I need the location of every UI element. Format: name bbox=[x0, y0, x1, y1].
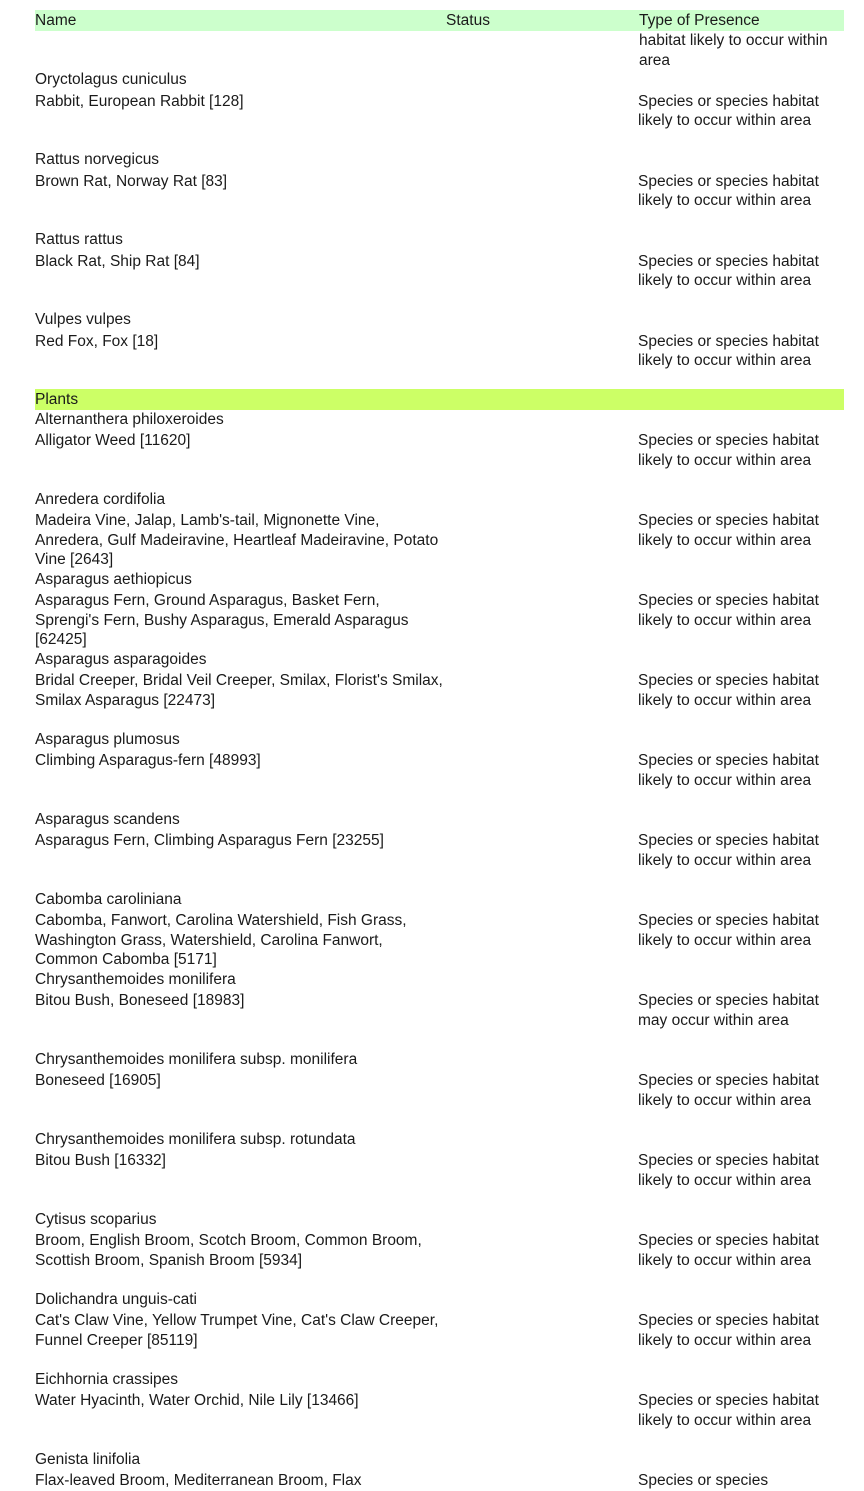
species-entry bbox=[35, 970, 844, 1050]
status-value bbox=[445, 431, 638, 470]
species-entry bbox=[35, 70, 844, 150]
species-entry bbox=[35, 310, 844, 371]
plant-species-list bbox=[35, 410, 844, 1491]
type-of-presence: Species or species habitat likely to occur within area bbox=[638, 1312, 819, 1349]
status-value bbox=[445, 991, 638, 1030]
species-entry bbox=[35, 1290, 844, 1370]
type-of-presence: Species or species habitat likely to occur within area bbox=[638, 332, 819, 369]
scientific-name: Chrysanthemoides monilifera subsp. monilifera bbox=[35, 1050, 358, 1068]
species-entry bbox=[35, 1210, 844, 1290]
status-value bbox=[445, 1311, 638, 1350]
species-entry bbox=[35, 490, 844, 570]
scientific-name: Cabomba caroliniana bbox=[35, 890, 182, 908]
section-plants: Plants bbox=[35, 389, 844, 410]
scientific-name: Asparagus scandens bbox=[35, 810, 180, 828]
type-of-presence: Species or species habitat likely to occur within area bbox=[638, 832, 819, 869]
status-value bbox=[445, 671, 638, 710]
type-of-presence: Species or species habitat likely to occur within area bbox=[638, 912, 819, 949]
species-detail-row bbox=[35, 831, 844, 870]
common-name: Bitou Bush, Boneseed [18983] bbox=[35, 992, 245, 1009]
status-value bbox=[445, 1071, 638, 1110]
type-of-presence: Species or species habitat may occur within area bbox=[638, 992, 819, 1029]
species-entry bbox=[35, 1050, 844, 1130]
type-of-presence: Species or species habitat likely to occur within area bbox=[638, 172, 819, 209]
common-name: Cat's Claw Vine, Yellow Trumpet Vine, Cat's Claw Creeper, Funnel Creeper [85119] bbox=[35, 1312, 439, 1349]
species-entry bbox=[35, 730, 844, 810]
species-detail-row bbox=[35, 991, 844, 1030]
species-detail-row bbox=[35, 252, 844, 291]
common-name: Alligator Weed [11620] bbox=[35, 432, 191, 449]
common-name: Water Hyacinth, Water Orchid, Nile Lily [13466] bbox=[35, 1392, 359, 1409]
status-value bbox=[445, 252, 638, 291]
species-entry bbox=[35, 890, 844, 970]
scientific-name: Eichhornia crassipes bbox=[35, 1370, 179, 1388]
species-entry bbox=[35, 1370, 844, 1450]
header-type-of-presence: Type of Presence bbox=[639, 12, 760, 29]
common-name: Bridal Creeper, Bridal Veil Creeper, Smilax, Florist's Smilax, Smilax Asparagus [22473] bbox=[35, 672, 443, 709]
type-of-presence: Species or species habitat likely to occur within area bbox=[638, 752, 819, 789]
status-value bbox=[445, 751, 638, 790]
species-entry bbox=[35, 150, 844, 230]
type-of-presence: Species or species habitat likely to occur within area bbox=[638, 432, 819, 469]
common-name: Flax-leaved Broom, Mediterranean Broom, Flax bbox=[35, 1472, 362, 1489]
species-detail-row bbox=[35, 332, 844, 371]
species-detail-row bbox=[35, 172, 844, 211]
scientific-name: Cytisus scoparius bbox=[35, 1210, 157, 1228]
common-name: Climbing Asparagus-fern [48993] bbox=[35, 752, 261, 769]
common-name: Red Fox, Fox [18] bbox=[35, 332, 159, 350]
type-of-presence: Species or species habitat likely to occur within area bbox=[638, 1392, 819, 1429]
scientific-name: Asparagus plumosus bbox=[35, 730, 180, 748]
species-detail-row bbox=[35, 591, 844, 650]
scientific-name: Chrysanthemoides monilifera bbox=[35, 970, 236, 988]
species-detail-row bbox=[35, 911, 844, 970]
species-entry bbox=[35, 410, 844, 490]
scientific-name: Genista linifolia bbox=[35, 1450, 141, 1468]
common-name: Boneseed [16905] bbox=[35, 1072, 161, 1089]
status-value bbox=[445, 1231, 638, 1270]
continued-type-text: habitat likely to occur within area bbox=[639, 32, 828, 69]
status-value bbox=[445, 1391, 638, 1430]
common-name: Broom, English Broom, Scotch Broom, Common Broom, Scottish Broom, Spanish Broom [5934] bbox=[35, 1232, 422, 1269]
scientific-name: Rattus rattus bbox=[35, 231, 123, 248]
common-name: Cabomba, Fanwort, Carolina Watershield, Fish Grass, Washington Grass, Watershield, Carolina Fanwort, Common Cabomba [5171] bbox=[35, 912, 407, 968]
species-entry bbox=[35, 230, 844, 310]
type-of-presence: Species or species bbox=[638, 1472, 769, 1489]
status-value bbox=[445, 172, 638, 211]
common-name: Asparagus Fern, Climbing Asparagus Fern [23255] bbox=[35, 832, 384, 849]
status-value bbox=[445, 591, 638, 650]
species-detail-row bbox=[35, 1151, 844, 1190]
species-table bbox=[35, 10, 844, 1491]
type-of-presence: Species or species habitat likely to occur within area bbox=[638, 1232, 819, 1269]
type-of-presence: Species or species habitat likely to occur within area bbox=[638, 92, 819, 129]
status-value bbox=[445, 1151, 638, 1190]
common-name: Asparagus Fern, Ground Asparagus, Basket Fern, Sprengi's Fern, Bushy Asparagus, Emerald Asparagus [62425] bbox=[35, 592, 409, 648]
species-detail-row bbox=[35, 751, 844, 790]
common-name: Brown Rat, Norway Rat [83] bbox=[35, 172, 228, 190]
status-value bbox=[445, 511, 638, 570]
species-detail-row bbox=[35, 431, 844, 470]
common-name: Bitou Bush [16332] bbox=[35, 1152, 166, 1169]
type-of-presence: Species or species habitat likely to occur within area bbox=[638, 592, 819, 629]
species-detail-row bbox=[35, 511, 844, 570]
species-entry bbox=[35, 650, 844, 730]
species-detail-row bbox=[35, 671, 844, 710]
species-detail-row bbox=[35, 1071, 844, 1110]
scientific-name: Asparagus asparagoides bbox=[35, 650, 207, 668]
scientific-name: Alternanthera philoxeroides bbox=[35, 410, 224, 428]
species-detail-row bbox=[35, 92, 844, 131]
type-of-presence: Species or species habitat likely to occur within area bbox=[638, 252, 819, 289]
common-name: Rabbit, European Rabbit [128] bbox=[35, 92, 244, 110]
scientific-name: Rattus norvegicus bbox=[35, 151, 160, 168]
type-of-presence: Species or species habitat likely to occur within area bbox=[638, 1072, 819, 1109]
scientific-name: Vulpes vulpes bbox=[35, 311, 131, 328]
status-value bbox=[445, 911, 638, 970]
common-name: Madeira Vine, Jalap, Lamb's-tail, Mignonette Vine, Anredera, Gulf Madeiravine, Heartleaf Madeiravine, Potato Vine [2643] bbox=[35, 512, 439, 568]
status-value bbox=[445, 92, 638, 131]
scientific-name: Oryctolagus cuniculus bbox=[35, 71, 187, 88]
species-detail-row bbox=[35, 1231, 844, 1270]
species-detail-row bbox=[35, 1311, 844, 1350]
species-entry bbox=[35, 810, 844, 890]
scientific-name: Anredera cordifolia bbox=[35, 490, 166, 508]
scientific-name: Asparagus aethiopicus bbox=[35, 570, 192, 588]
mammal-species-list bbox=[35, 70, 844, 371]
status-value bbox=[445, 831, 638, 870]
type-of-presence: Species or species habitat likely to occur within area bbox=[638, 672, 819, 709]
species-entry bbox=[35, 1130, 844, 1210]
species-detail-row bbox=[35, 1391, 844, 1430]
header-status: Status bbox=[446, 12, 490, 29]
table-header bbox=[35, 10, 844, 31]
header-name: Name bbox=[35, 12, 77, 29]
species-entry bbox=[35, 570, 844, 650]
type-of-presence: Species or species habitat likely to occur within area bbox=[638, 1152, 819, 1189]
type-of-presence: Species or species habitat likely to occur within area bbox=[638, 512, 819, 549]
status-value bbox=[445, 332, 638, 371]
common-name: Black Rat, Ship Rat [84] bbox=[35, 252, 200, 270]
scientific-name: Dolichandra unguis-cati bbox=[35, 1290, 197, 1308]
species-entry bbox=[35, 1450, 844, 1491]
scientific-name: Chrysanthemoides monilifera subsp. rotundata bbox=[35, 1130, 356, 1148]
